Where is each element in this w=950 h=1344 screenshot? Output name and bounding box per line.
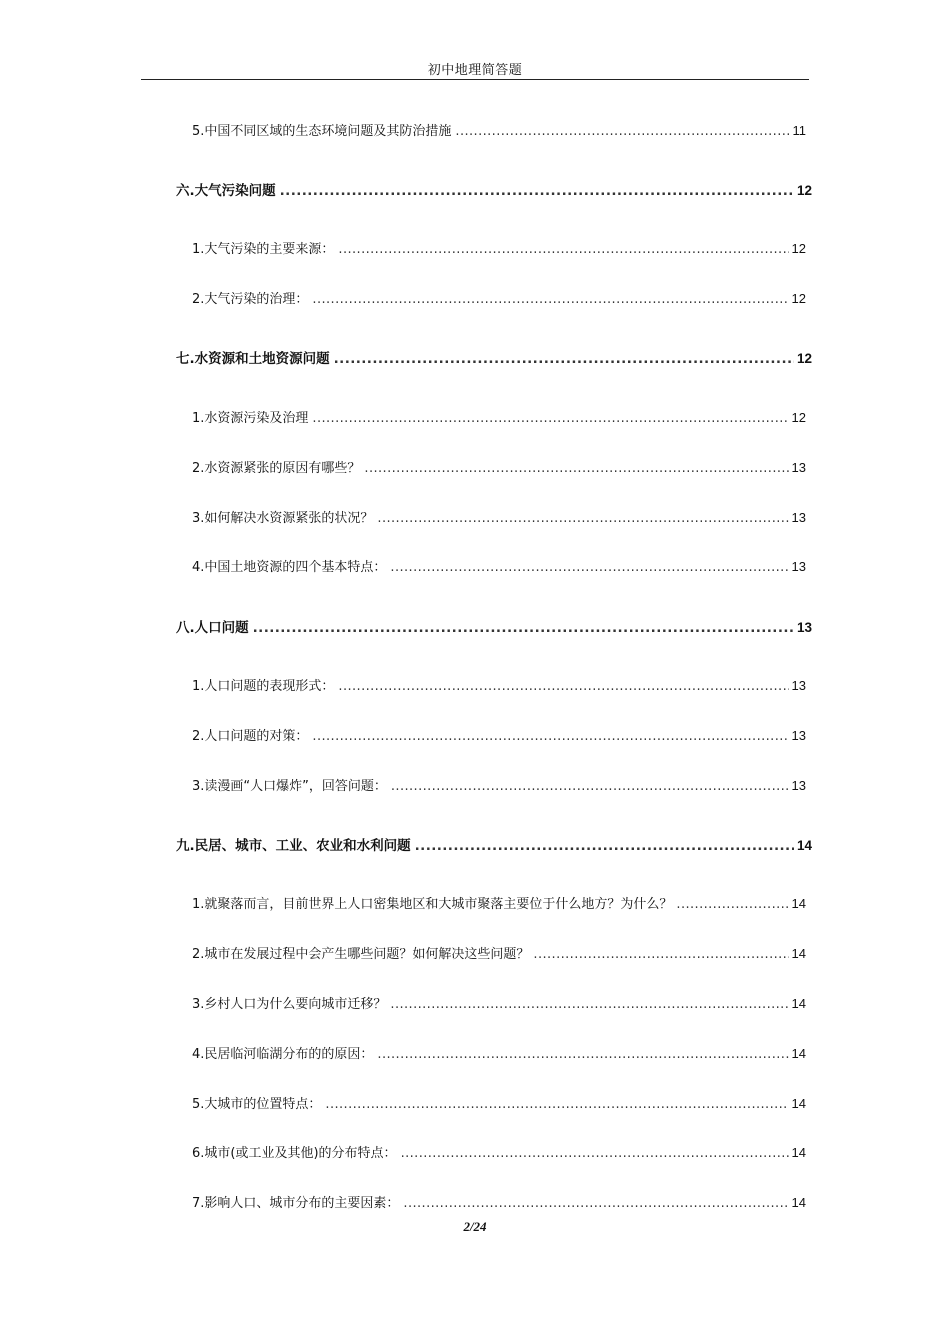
header-title: 初中地理简答题 (427, 63, 523, 78)
toc-entry[interactable] (192, 993, 806, 1012)
toc-entry-page: 13 (791, 460, 806, 475)
toc-dot-leader (401, 1146, 789, 1161)
toc-entry-page: 12 (791, 241, 806, 256)
toc-entry-label: 2.水资源紧张的原因有哪些？ (192, 461, 361, 476)
toc-entry-label: 八.人口问题 (176, 620, 249, 636)
toc-entry[interactable] (192, 1043, 806, 1062)
toc-dot-leader (377, 511, 788, 526)
toc-entry[interactable] (192, 238, 806, 257)
toc-dot-leader (415, 838, 794, 854)
toc-entry[interactable] (192, 943, 806, 962)
page-number: 2/24 (463, 1219, 487, 1234)
toc-entry[interactable] (192, 407, 806, 426)
toc-entry[interactable] (192, 893, 806, 912)
toc-entry[interactable] (192, 775, 806, 794)
toc-entry-label: 6.城市(或工业及其他)的分布特点： (192, 1146, 397, 1161)
toc-entry-page: 14 (791, 946, 806, 961)
toc-entry-label: 1.人口问题的表现形式： (192, 679, 335, 694)
toc-section-entry[interactable] (176, 347, 812, 367)
toc-dot-leader (390, 560, 788, 575)
toc-entry-page: 12 (796, 351, 812, 366)
toc-entry-label: 3.读漫画“人口爆炸”，回答问题： (192, 779, 387, 794)
toc-dot-leader (403, 1196, 788, 1211)
toc-section-entry[interactable] (176, 179, 812, 199)
toc-entry[interactable] (192, 457, 806, 476)
toc-entry-label: 2.人口问题的对策： (192, 729, 309, 744)
toc-entry-label: 六.大气污染问题 (176, 183, 276, 199)
toc-dot-leader (455, 124, 789, 139)
toc-dot-leader (364, 461, 788, 476)
toc-entry-page: 14 (796, 838, 812, 853)
toc-entry-page: 12 (796, 183, 812, 198)
toc-dot-leader (391, 779, 789, 794)
toc-entry-label: 2.大气污染的治理： (192, 292, 309, 307)
toc-section-entry[interactable] (176, 834, 812, 854)
toc-entry-label: 7.影响人口、城市分布的主要因素： (192, 1196, 400, 1211)
toc-entry-label: 1.水资源污染及治理 (192, 411, 309, 426)
toc-entry-page: 12 (791, 291, 806, 306)
toc-entry[interactable] (192, 120, 806, 139)
toc-dot-leader (338, 242, 788, 257)
toc-entry-label: 1.就聚落而言，目前世界上人口密集地区和大城市聚落主要位于什么地方？为什么？ (192, 897, 673, 912)
toc-entry-label: 5.大城市的位置特点： (192, 1097, 322, 1112)
toc-entry[interactable] (192, 288, 806, 307)
toc-entry-page: 13 (796, 620, 812, 635)
toc-entry[interactable] (192, 1192, 806, 1211)
toc-dot-leader (312, 729, 788, 744)
toc-dot-leader (533, 947, 788, 962)
toc-dot-leader (253, 620, 794, 636)
toc-entry[interactable] (192, 507, 806, 526)
toc-dot-leader (676, 897, 788, 912)
toc-entry-page: 14 (791, 1145, 806, 1160)
toc-entry-page: 13 (791, 778, 806, 793)
toc-dot-leader (312, 411, 788, 426)
toc-entry-page: 14 (791, 896, 806, 911)
toc-entry-page: 14 (791, 996, 806, 1011)
toc-dot-leader (280, 183, 794, 199)
toc-entry-page: 13 (791, 728, 806, 743)
toc-entry[interactable] (192, 1093, 806, 1112)
toc-dot-leader (334, 351, 794, 367)
toc-entry-label: 七.水资源和土地资源问题 (176, 351, 330, 367)
toc-entry-page: 13 (791, 678, 806, 693)
toc-entry[interactable] (192, 1142, 806, 1161)
toc-entry-page: 14 (791, 1046, 806, 1061)
toc-entry-label: 4.民居临河临湖分布的的原因： (192, 1047, 374, 1062)
toc-section-entry[interactable] (176, 616, 812, 636)
toc-entry-label: 九.民居、城市、工业、农业和水利问题 (176, 838, 411, 854)
toc-entry-page: 14 (791, 1195, 806, 1210)
toc-entry-label: 5.中国不同区域的生态环境问题及其防治措施 (192, 124, 452, 139)
toc-entry-page: 13 (791, 510, 806, 525)
toc-entry-page: 13 (791, 559, 806, 574)
toc-entry-page: 12 (791, 410, 806, 425)
toc-dot-leader (377, 1047, 788, 1062)
toc-entry-label: 1.大气污染的主要来源： (192, 242, 335, 257)
toc-dot-leader (338, 679, 788, 694)
header-rule (141, 79, 809, 80)
toc-dot-leader (312, 292, 788, 307)
toc-dot-leader (390, 997, 788, 1012)
toc-entry[interactable] (192, 725, 806, 744)
toc-entry-label: 4.中国土地资源的四个基本特点： (192, 560, 387, 575)
toc-entry-label: 3.如何解决水资源紧张的状况？ (192, 511, 374, 526)
toc-entry[interactable] (192, 556, 806, 575)
toc-entry-label: 2.城市在发展过程中会产生哪些问题？如何解决这些问题？ (192, 947, 530, 962)
toc-entry-label: 3.乡村人口为什么要向城市迁移？ (192, 997, 387, 1012)
toc-entry-page: 14 (791, 1096, 806, 1111)
toc-entry[interactable] (192, 675, 806, 694)
toc-entry-page: 11 (792, 123, 806, 138)
toc-dot-leader (325, 1097, 788, 1112)
